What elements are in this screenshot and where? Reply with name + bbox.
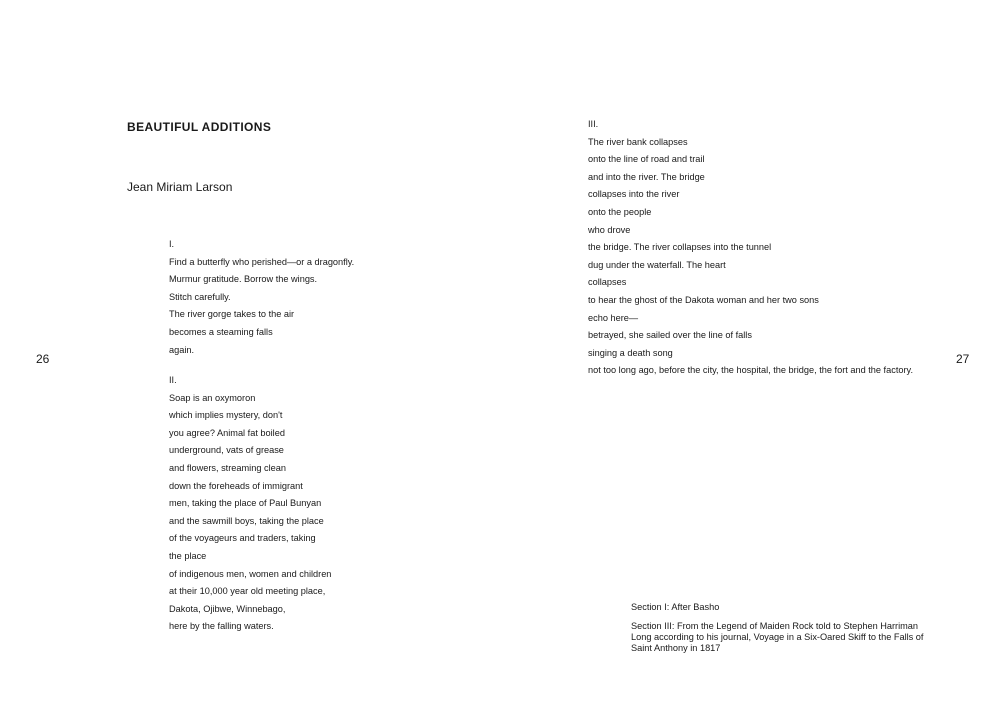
poem-line: again. (169, 344, 195, 355)
poem-line: Dakota, Ojibwe, Winnebago, (169, 603, 286, 614)
poem-line: men, taking the place of Paul Bunyan (169, 498, 322, 509)
page-number-right: 27 (956, 352, 970, 366)
poem-line: the bridge. The river collapses into the tunnel (588, 242, 772, 253)
poem-line: collapses into the river (588, 189, 680, 200)
poem-line: betrayed, she sailed over the line of falls (588, 330, 752, 341)
poem-line: onto the line of road and trail (588, 154, 705, 165)
poem-line: who drove (588, 224, 631, 235)
poem-line: the place (169, 550, 207, 561)
poem-section-3 (588, 116, 913, 380)
poem-line: collapses (588, 277, 627, 288)
poem-line: Soap is an oxymoron (169, 392, 256, 403)
poem-line: and into the river. The bridge (588, 171, 705, 182)
poem-line: to hear the ghost of the Dakota woman and her two sons (588, 294, 819, 305)
poem-line: Stitch carefully. (169, 291, 231, 302)
poem-line: down the foreheads of immigrant (169, 480, 303, 491)
poem-line: The river bank collapses (588, 136, 688, 147)
poem-section-1 (169, 236, 354, 359)
poem-line: of the voyageurs and traders, taking (169, 533, 316, 544)
poem-line: dug under the waterfall. The heart (588, 259, 726, 270)
poem-line: here by the falling waters. (169, 621, 274, 632)
poem-line: onto the people (588, 206, 652, 217)
poem-author: Jean Miriam Larson (127, 180, 233, 194)
poem-line: becomes a steaming falls (169, 326, 273, 337)
poem-line: echo here— (588, 312, 639, 323)
poem-line: and flowers, streaming clean (169, 462, 286, 473)
poem-line: I. (169, 239, 175, 249)
poem-line: singing a death song (588, 347, 673, 358)
right-page (504, 0, 1008, 720)
poem-line: underground, vats of grease (169, 445, 284, 456)
poem-section-2 (169, 372, 331, 636)
poem-line: Find a butterfly who perished—or a dragonfly. (169, 256, 355, 267)
section-notes (631, 602, 931, 654)
poem-line: you agree? Animal fat boiled (169, 427, 285, 438)
poem-line: Murmur gratitude. Borrow the wings. (169, 274, 318, 285)
note-section-3: Section III: From the Legend of Maiden Rock told to Stephen Harriman Long according to his journal, Voyage in a Six-Oared Skiff to the Falls of Saint Anthony in 1817 (631, 621, 924, 653)
poem-line: of indigenous men, women and children (169, 568, 332, 579)
poem-line: III. (588, 119, 599, 129)
poem-line: which implies mystery, don't (169, 410, 283, 421)
note-section-1: Section I: After Basho (631, 602, 720, 612)
poem-title: BEAUTIFUL ADDITIONS (127, 120, 272, 134)
poem-line: II. (169, 375, 177, 385)
page-number-left: 26 (36, 352, 50, 366)
poem-line: The river gorge takes to the air (169, 309, 295, 320)
poem-line: not too long ago, before the city, the hospital, the bridge, the fort and the factory. (588, 365, 914, 376)
poem-line: at their 10,000 year old meeting place, (169, 586, 326, 597)
poem-line: and the sawmill boys, taking the place (169, 515, 324, 526)
